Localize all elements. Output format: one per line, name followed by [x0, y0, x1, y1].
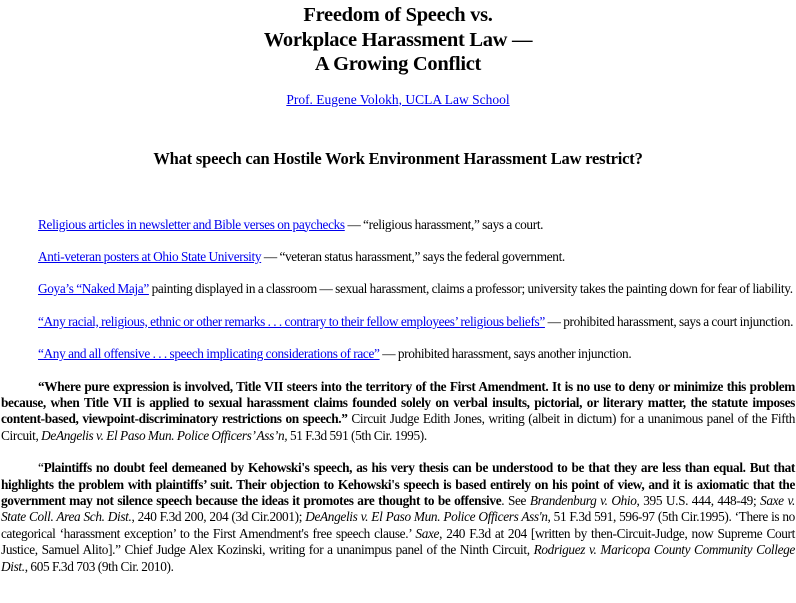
page-title [1, 3, 795, 77]
quote-text: “Where pure expression is involved, Title VII steers into the territory of the First Amendment. It is no use to deny or minimize this problem because, when Title VII is applied to sexual harassment claims founded solely on verbal insults, pictorial, or literary matter, the statute imposes content-based, viewpoint-discriminatory restrictions on speech.” [1, 378, 795, 427]
list-item [1, 346, 795, 362]
item-text: — “religious harassment,” says a court. [344, 216, 544, 232]
citation-text: . See [501, 492, 530, 508]
page [0, 3, 796, 575]
case-citation: Rodriguez v. Maricopa County Community College Dist. [1, 542, 795, 574]
title-line: Workplace Harassment Law — [263, 28, 533, 51]
item-text: painting displayed in a classroom — sexual harassment, claims a professor; university takes the painting down for fear of liability. [148, 281, 793, 297]
section-heading: What speech can Hostile Work Environment Harassment Law restrict? [153, 148, 643, 168]
case-citation: Saxe v. State Coll. Area Sch. Dist. [1, 492, 795, 525]
item-link[interactable]: “Any racial, religious, ethnic or other remarks . . . contrary to their fellow employees’ religious beliefs” [38, 313, 545, 329]
citation-text: , 51 F.3d 591, 596-97 (5th Cir.1995). ‘There is no categorical ‘harassment exception’ to the First Amendment's free speech clause.’ [1, 509, 795, 541]
item-text: — “veteran status harassment,” says the federal government. [261, 248, 565, 264]
case-citation: DeAngelis v. El Paso Mun. Police Officers Ass'n [305, 509, 548, 525]
list-item [1, 217, 795, 233]
list-item [1, 249, 795, 265]
item-text: — prohibited harassment, says a court injunction. [544, 313, 794, 329]
citation-text: , 395 U.S. 444, 448-49; [636, 492, 761, 508]
case-citation: Brandenburg v. Ohio [529, 492, 637, 508]
attribution: Circuit Judge Edith Jones, writing (albeit in dictum) for a unanimous panel of the Fifth Circuit, [1, 411, 795, 443]
citation-text: 51 F.3d 591 (5th Cir. 1995). [287, 427, 427, 443]
author-link[interactable]: Prof. Eugene Volokh, UCLA Law School [286, 91, 510, 107]
item-link[interactable]: Anti-veteran posters at Ohio State University [38, 248, 262, 264]
quote-text: Plaintiffs no doubt feel demeaned by Kehowski's speech, as his very thesis can be understood to be that they are less than equal. But that highlights the problem with plaintiffs’ suit. Their objection to Kehowski's speech is based entirely on his point of view, and it is axiomatic that the government may not silence speech because the ideas it promotes are thought to be offensive [1, 460, 795, 508]
list-item [1, 281, 795, 297]
item-link[interactable]: Goya’s “Naked Maja” [38, 281, 149, 297]
quote-jones [1, 379, 795, 445]
list-item [1, 314, 795, 330]
citation-text: , 240 F.3d at 204 [written by then-Circuit-Judge, now Supreme Court Justice, Samuel Alito].” Chief Judge Alex Kozinski, writing for a unanimpus panel of the Ninth Circuit, [1, 525, 795, 558]
citation-text: , 605 F.3d 703 (9th Cir. 2010). [24, 558, 174, 574]
case-citation: DeAngelis v. El Paso Mun. Police Officers’ Ass’n, [41, 427, 288, 443]
quote-kozinski [1, 460, 795, 575]
title-line: A Growing Conflict [314, 53, 482, 75]
open-quote: “ [38, 460, 44, 476]
item-text: — prohibited harassment, says another injunction. [379, 346, 632, 362]
item-link[interactable]: “Any and all offensive . . . speech implicating considerations of race” [38, 346, 380, 362]
title-line: Freedom of Speech vs. [303, 4, 493, 26]
case-citation: Saxe [415, 525, 440, 541]
item-link[interactable]: Religious articles in newsletter and Bible verses on paychecks [38, 216, 345, 232]
citation-text: , 240 F.3d 200, 204 (3d Cir.2001); [131, 509, 306, 525]
